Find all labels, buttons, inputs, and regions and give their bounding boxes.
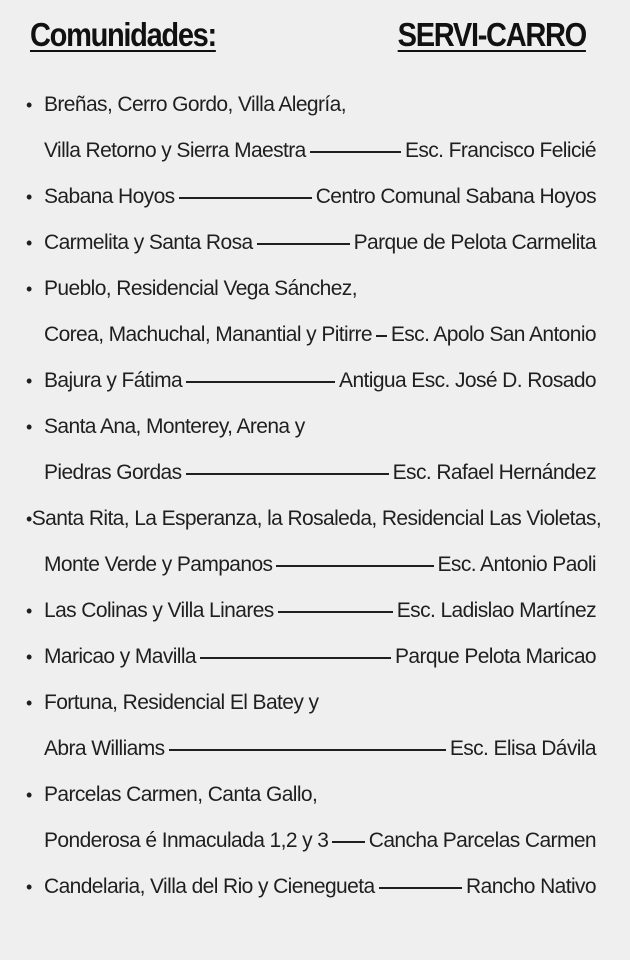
community-names: Las Colinas y Villa Linares bbox=[44, 599, 274, 622]
list-item-line bbox=[26, 450, 596, 496]
community-names: Carmelita y Santa Rosa bbox=[44, 231, 253, 254]
bullet-icon: • bbox=[26, 370, 32, 391]
list-item bbox=[26, 680, 596, 772]
community-names: Santa Rita, La Esperanza, la Rosaleda, Residencial Las Violetas, bbox=[31, 507, 602, 530]
community-names: Maricao y Mavilla bbox=[44, 645, 197, 668]
list-item-line bbox=[26, 772, 596, 818]
list-item bbox=[26, 358, 596, 404]
list-item bbox=[26, 634, 596, 680]
location-name: Cancha Parcelas Carmen bbox=[368, 829, 596, 852]
communities-heading: Comunidades: bbox=[30, 16, 216, 53]
list-item-line bbox=[26, 726, 596, 772]
list-item bbox=[26, 496, 602, 588]
location-name: Centro Comunal Sabana Hoyos bbox=[315, 185, 596, 208]
location-name: Parque Pelota Maricao bbox=[394, 645, 596, 668]
header bbox=[30, 16, 586, 54]
leader-line bbox=[376, 335, 387, 337]
location-name: Esc. Ladislao Martínez bbox=[396, 599, 596, 622]
leader-line bbox=[186, 473, 389, 475]
leader-line bbox=[276, 565, 433, 567]
list-item-line bbox=[26, 404, 596, 450]
community-names: Monte Verde y Pampanos bbox=[44, 553, 273, 576]
location-name: Antigua Esc. José D. Rosado bbox=[339, 369, 596, 392]
leader-line bbox=[332, 841, 364, 843]
community-names: Ponderosa é Inmaculada 1,2 y 3 bbox=[44, 829, 329, 852]
list-item-line bbox=[26, 82, 596, 128]
bullet-icon: • bbox=[26, 508, 32, 529]
location-name: Esc. Elisa Dávila bbox=[449, 737, 596, 760]
community-names: Breñas, Cerro Gordo, Villa Alegría, bbox=[44, 93, 346, 116]
list-item-line bbox=[26, 496, 602, 542]
list-item bbox=[26, 404, 596, 496]
leader-line bbox=[179, 197, 312, 199]
leader-line bbox=[257, 243, 350, 245]
leader-line bbox=[310, 151, 401, 153]
list-item bbox=[26, 864, 596, 910]
list-item-line bbox=[26, 220, 596, 266]
bullet-icon: • bbox=[26, 232, 32, 253]
bullet-icon: • bbox=[26, 784, 32, 805]
location-name: Esc. Rafael Hernández bbox=[392, 461, 596, 484]
community-names: Candelaria, Villa del Rio y Cienegueta bbox=[44, 875, 375, 898]
list-item-line bbox=[26, 266, 596, 312]
bullet-icon: • bbox=[26, 600, 32, 621]
leader-line bbox=[379, 887, 463, 889]
location-name: Esc. Francisco Felicié bbox=[404, 139, 596, 162]
location-name: Esc. Apolo San Antonio bbox=[390, 323, 596, 346]
bullet-icon: • bbox=[26, 646, 32, 667]
list-item-line bbox=[26, 818, 596, 864]
community-names: Villa Retorno y Sierra Maestra bbox=[44, 139, 306, 162]
community-names: Abra Williams bbox=[44, 737, 165, 760]
list-item-line bbox=[26, 174, 596, 220]
list-item bbox=[26, 588, 596, 634]
list-item-line bbox=[26, 634, 596, 680]
bullet-icon: • bbox=[26, 94, 32, 115]
community-names: Piedras Gordas bbox=[44, 461, 182, 484]
list-item bbox=[26, 174, 596, 220]
bullet-icon: • bbox=[26, 692, 32, 713]
list-item-line bbox=[26, 358, 596, 404]
community-names: Santa Ana, Monterey, Arena y bbox=[44, 415, 305, 438]
list-item-line bbox=[26, 542, 596, 588]
list-item-line bbox=[26, 680, 596, 726]
list-item-line bbox=[26, 128, 596, 174]
list-item-line bbox=[26, 588, 596, 634]
list-item bbox=[26, 266, 596, 358]
location-name: Rancho Nativo bbox=[466, 875, 596, 898]
list-item bbox=[26, 82, 596, 174]
community-names: Pueblo, Residencial Vega Sánchez, bbox=[44, 277, 357, 300]
location-name: Esc. Antonio Paoli bbox=[437, 553, 596, 576]
community-names: Fortuna, Residencial El Batey y bbox=[44, 691, 319, 714]
list-item bbox=[26, 772, 596, 864]
community-names: Corea, Machuchal, Manantial y Pitirre bbox=[44, 323, 372, 346]
bullet-icon: • bbox=[26, 416, 32, 437]
bullet-icon: • bbox=[26, 876, 32, 897]
bullet-icon: • bbox=[26, 186, 32, 207]
location-name: Parque de Pelota Carmelita bbox=[353, 231, 596, 254]
community-names: Sabana Hoyos bbox=[44, 185, 175, 208]
servi-carro-heading: SERVI-CARRO bbox=[397, 16, 586, 53]
leader-line bbox=[278, 611, 393, 613]
leader-line bbox=[200, 657, 391, 659]
bullet-icon: • bbox=[26, 278, 32, 299]
leader-line bbox=[169, 749, 446, 751]
community-names: Parcelas Carmen, Canta Gallo, bbox=[44, 783, 318, 806]
list-item-line bbox=[26, 312, 596, 358]
list-item bbox=[26, 220, 596, 266]
list-item-line bbox=[26, 864, 596, 910]
community-list bbox=[26, 82, 602, 910]
community-names: Bajura y Fátima bbox=[44, 369, 183, 392]
leader-line bbox=[186, 381, 335, 383]
